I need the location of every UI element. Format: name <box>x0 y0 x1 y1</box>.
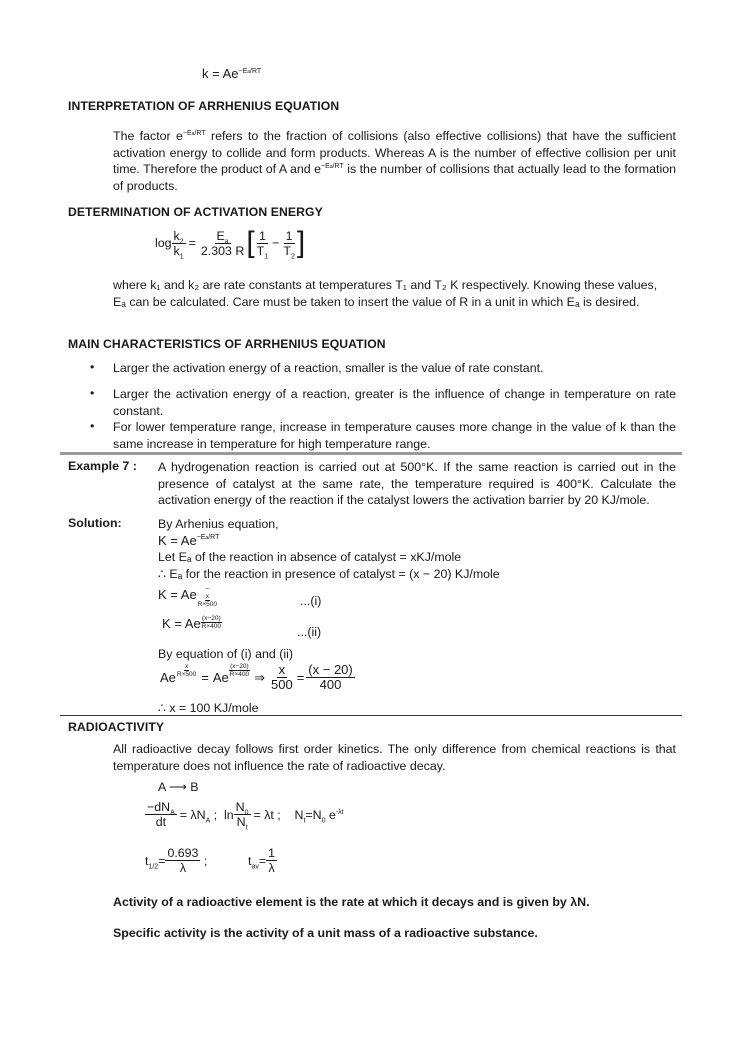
section-divider <box>60 452 682 455</box>
determination-text: where k₁ and k₂ are rate constants at temperatures T₁ and T₂ K respectively. Knowing these values, Eₐ can be calculated. Care must be taken to insert the value of R in a unit in which Eₐ is desired. <box>113 278 658 309</box>
heading-characteristics: MAIN CHARACTERISTICS OF ARRHENIUS EQUATION <box>68 337 386 351</box>
heading-determination: DETERMINATION OF ACTIVATION ENERGY <box>68 205 323 219</box>
equation-ii: K = Ae $\frac{(x-20)}{R\times 400}$ <box>162 615 222 631</box>
example-text: A hydrogenation reaction is carried out at 500°K. If the same reaction is carried out in the presence of catalyst at the same rate, the temperature required is 400°K. Calculate the activation energy of the reaction if the catalyst lowers the activation barrier by 20 KJ/mole. <box>158 460 676 507</box>
average-life-equation: $t_{av}=$ $\frac{1}{\lambda}$ <box>248 846 276 875</box>
bullet-icon: • <box>90 360 95 374</box>
combined-equation: Ae $\frac{x}{R\times 500}$ = Ae (x−20) R×400 ⇒ $\frac{x}{500}$ = $\frac{(x - 20)}{400}$ <box>160 662 353 692</box>
reaction-equation: A ⟶ B <box>158 780 199 794</box>
section-divider <box>60 715 682 716</box>
equation-i-tag: ...(i) <box>300 594 322 608</box>
interpretation-paragraph: The factor $e^{-Ea/RT}$ refers to the fraction of collisions (also effective collisions) that have the sufficient activation energy to collide and form products. Whereas A is the number of effective collision per unit time. Therefore the product of A and $e^{-Ea/RT}$ is the number of collisions that actually lead to the formation of products. <box>113 129 676 193</box>
characteristic-item: Larger the activation energy of a reaction, smaller is the value of rate constant. <box>113 361 544 375</box>
characteristic-item: For lower temperature range, increase in temperature causes more change in the value of k than the same increase in temperature for high temperature range. <box>113 420 676 451</box>
combine-text: By equation of (i) and (ii) <box>158 647 293 661</box>
equation-ii-tag: ...(ii) <box>297 625 322 639</box>
example-label: Example 7 : <box>68 459 137 473</box>
specific-activity-definition: Specific activity is the activity of a unit mass of a radioactive substance. <box>113 926 538 940</box>
characteristic-item: Larger the activation energy of a reaction, greater is the influence of change in temperature on rate constant. <box>113 387 676 418</box>
rate-law-equation: $\frac{-dN_A}{dt}$ = $\lambda N_A$ ; ln $\frac{N_0}{N_t}$ = λt ; $N_t=N_0$ $e^{-\lambda t}$ <box>147 800 344 832</box>
half-life-equation: $t_{1/2}=$ $\frac{0.693}{\lambda}$ ; <box>145 846 208 875</box>
heading-radioactivity: RADIOACTIVITY <box>68 720 165 734</box>
arrhenius-formula: $k = Ae^{-Ea/RT}$ <box>202 66 262 81</box>
bullet-icon: • <box>90 386 95 400</box>
heading-interpretation: INTERPRETATION OF ARRHENIUS EQUATION <box>68 99 340 113</box>
solution-label: Solution: <box>68 516 122 530</box>
equation-i: K = Ae − x R×500 <box>158 586 218 608</box>
solution-body: By Arhenius equation, $K = Ae^{-Ea/RT}$ Let Eₐ of the reaction in absence of catalyst = xKJ/mole ∴ Eₐ for the reaction in presence of catalyst = (x − 20) KJ/mole <box>158 517 500 581</box>
answer: ∴ x = 100 KJ/mole <box>158 701 259 715</box>
activation-energy-equation: log $\frac{k_2}{k_1}$ = $\frac{E_a}{2.303 R}$ [ $\frac{1}{T_1}$ − $\frac{1}{T_2}$ ] <box>155 226 306 260</box>
bullet-icon: • <box>90 419 95 433</box>
activity-definition: Activity of a radioactive element is the rate at which it decays and is given by λN. <box>113 895 590 909</box>
radioactivity-text: All radioactive decay follows first order kinetics. The only difference from chemical reactions is that temperature does not influence the rate of radioactive decay. <box>113 742 676 773</box>
